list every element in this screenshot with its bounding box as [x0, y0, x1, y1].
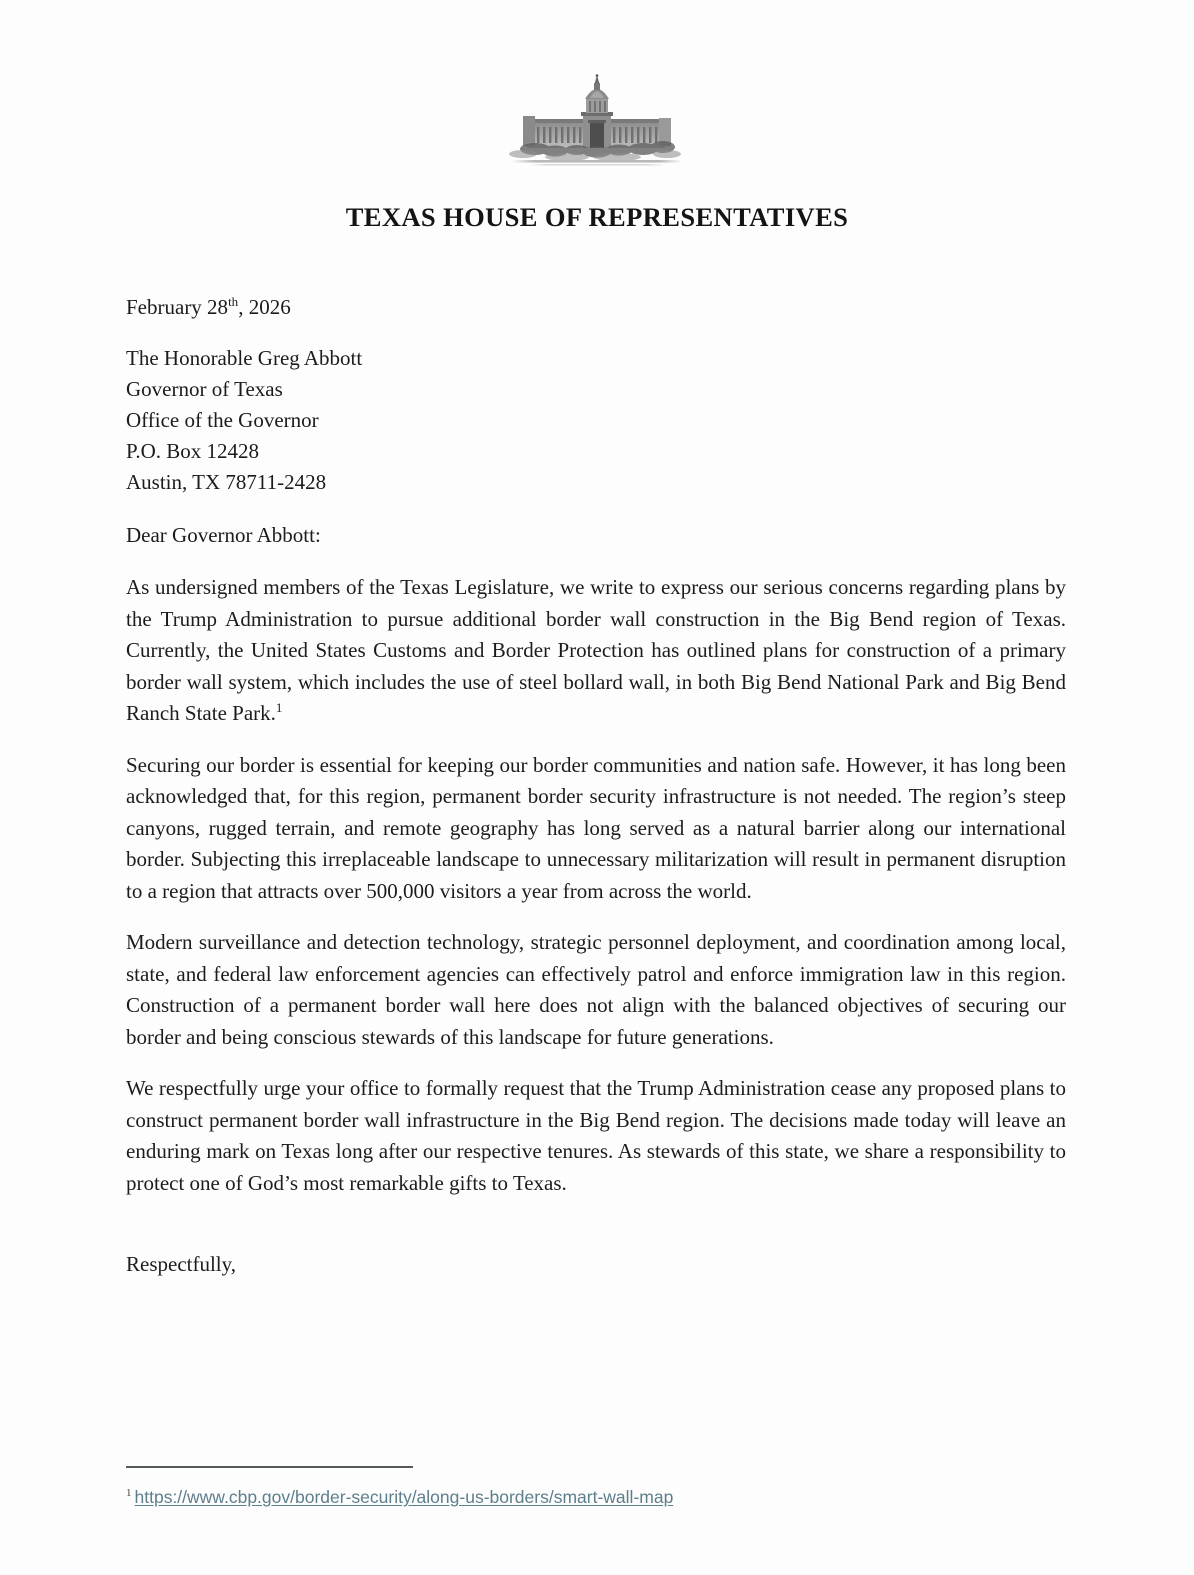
letterhead: [0, 0, 1194, 233]
address-line: Office of the Governor: [126, 408, 319, 432]
body-paragraph: [126, 1073, 1066, 1199]
footnote-marker: 1: [126, 1487, 132, 1500]
body-paragraph: [126, 750, 1066, 908]
paragraph-text: Securing our border is essential for keeping our border communities and nation safe. However, it has long been acknowledged that, for this region, permanent border security infrastructure is not needed. The region’s steep canyons, rugged terrain, and remote geography has long served as a natural barrier along our international border. Subjecting this irreplaceable landscape to unnecessary militarization will result in permanent disruption to a region that attracts over 500,000 visitors a year from across the world.: [126, 752, 1066, 903]
paragraph-text: Modern surveillance and detection technology, strategic personnel deployment, and coordination among local, state, and federal law enforcement agencies can effectively patrol and enforce immigration law in this region. Construction of a permanent border wall here does not align with the balanced objectives of securing our border and being conscious stewards of this landscape for future generations.: [126, 930, 1066, 1049]
letter-date: [126, 292, 1066, 322]
salutation: Dear Governor Abbott:: [126, 523, 321, 547]
address-line: Austin, TX 78711-2428: [126, 470, 327, 494]
date-month-day: February 28: [126, 295, 229, 319]
signature-space: [126, 1279, 1066, 1429]
paragraph-text: As undersigned members of the Texas Legislature, we write to express our serious concerns regarding plans by the Trump Administration to pursue additional border wall construction in the Big Bend region of Texas. Currently, the United States Customs and Border Protection has outlined plans for construction of a primary border wall system, which includes the use of steel bollard wall, in both Big Bend National Park and Big Bend Ranch State Park.: [126, 575, 1066, 725]
address-line: Governor of Texas: [126, 377, 283, 401]
address-line: P.O. Box 12428: [126, 439, 260, 463]
footnote-item: [126, 1486, 1066, 1508]
recipient-address-block: [126, 343, 1066, 498]
date-ordinal-suffix: th: [228, 294, 239, 309]
closing-salutation: Respectfully,: [126, 1252, 237, 1276]
footnote-reference[interactable]: 1: [275, 700, 283, 715]
footnote-area: [126, 1466, 1066, 1508]
footnote-url-link[interactable]: https://www.cbp.gov/border-security/along-us-borders/smart-wall-map: [134, 1487, 674, 1507]
body-paragraph: [126, 927, 1066, 1053]
paragraph-text: We respectfully urge your office to formally request that the Trump Administration cease any proposed plans to construct permanent border wall infrastructure in the Big Bend region. The decisions made today will leave an enduring mark on Texas long after our respective tenures. As stewards of this state, we share a responsibility to protect one of God’s most remarkable gifts to Texas.: [126, 1076, 1066, 1195]
body-paragraph: [126, 572, 1066, 730]
page-title: TEXAS HOUSE OF REPRESENTATIVES: [345, 202, 849, 232]
letter-body: [126, 292, 1066, 1429]
address-line: The Honorable Greg Abbott: [126, 346, 363, 370]
date-year: , 2026: [238, 295, 291, 319]
texas-capitol-engraving-icon: [497, 74, 697, 172]
footnote-separator-rule: [126, 1466, 413, 1468]
